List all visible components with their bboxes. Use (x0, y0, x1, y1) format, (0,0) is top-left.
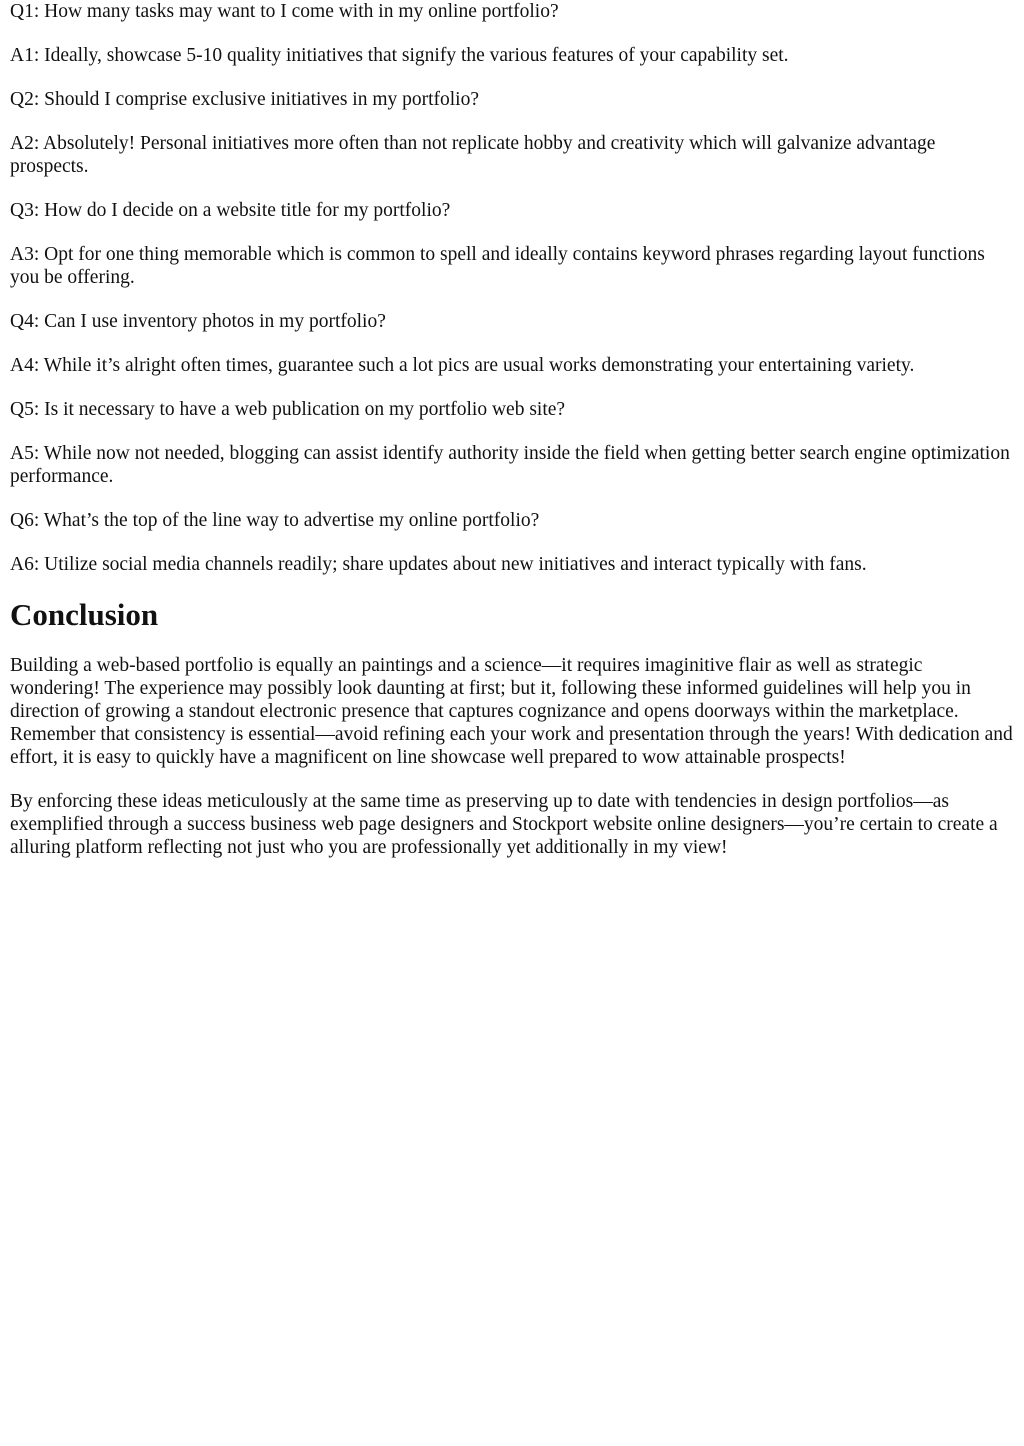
faq-answer-3: A3: Opt for one thing memorable which is common to spell and ideally contains keyword phrases regarding layout functions you be offering. (10, 244, 985, 288)
faq-question-1: Q1: How many tasks may want to I come with in my online portfolio? (10, 1, 559, 22)
faq-question-2: Q2: Should I comprise exclusive initiatives in my portfolio? (10, 89, 480, 110)
faq-question-3: Q3: How do I decide on a website title for my portfolio? (10, 200, 451, 221)
faq-question-6: Q6: What’s the top of the line way to advertise my online portfolio? (10, 510, 540, 531)
faq-question-5: Q5: Is it necessary to have a web publication on my portfolio web site? (10, 399, 566, 420)
faq-answer-2: A2: Absolutely! Personal initiatives more often than not replicate hobby and creativity which will galvanize advantage prospects. (10, 133, 936, 177)
conclusion-heading: Conclusion (10, 597, 159, 632)
faq-answer-4: A4: While it’s alright often times, guarantee such a lot pics are usual works demonstrating your entertaining variety. (10, 355, 915, 376)
conclusion-section (10, 597, 1014, 859)
faq-answer-6: A6: Utilize social media channels readily; share updates about new initiatives and interact typically with fans. (10, 554, 867, 575)
faq-question-4: Q4: Can I use inventory photos in my portfolio? (10, 311, 386, 332)
faq-section (10, 0, 1014, 576)
faq-answer-5: A5: While now not needed, blogging can assist identify authority inside the field when getting better search engine optimization performance. (10, 443, 1010, 487)
faq-answer-1: A1: Ideally, showcase 5-10 quality initiatives that signify the various features of your capability set. (10, 45, 789, 66)
conclusion-paragraph-2: By enforcing these ideas meticulously at the same time as preserving up to date with tendencies in design portfolios—as exemplified through a success business web page designers and Stockport website online designers—you’re certain to create a alluring platform reflecting not just who you are professionally yet additionally in my view! (10, 791, 998, 858)
conclusion-paragraph-1: Building a web-based portfolio is equally an paintings and a science—it requires imaginitive flair as well as strategic wondering! The experience may possibly look daunting at first; but it, following these informed guidelines will help you in direction of growing a standout electronic presence that captures cognizance and opens doorways within the marketplace. Remember that consistency is essential—avoid refining each your work and presentation through the years! With dedication and effort, it is easy to quickly have a magnificent on line showcase well prepared to wow attainable prospects! (10, 655, 1013, 768)
